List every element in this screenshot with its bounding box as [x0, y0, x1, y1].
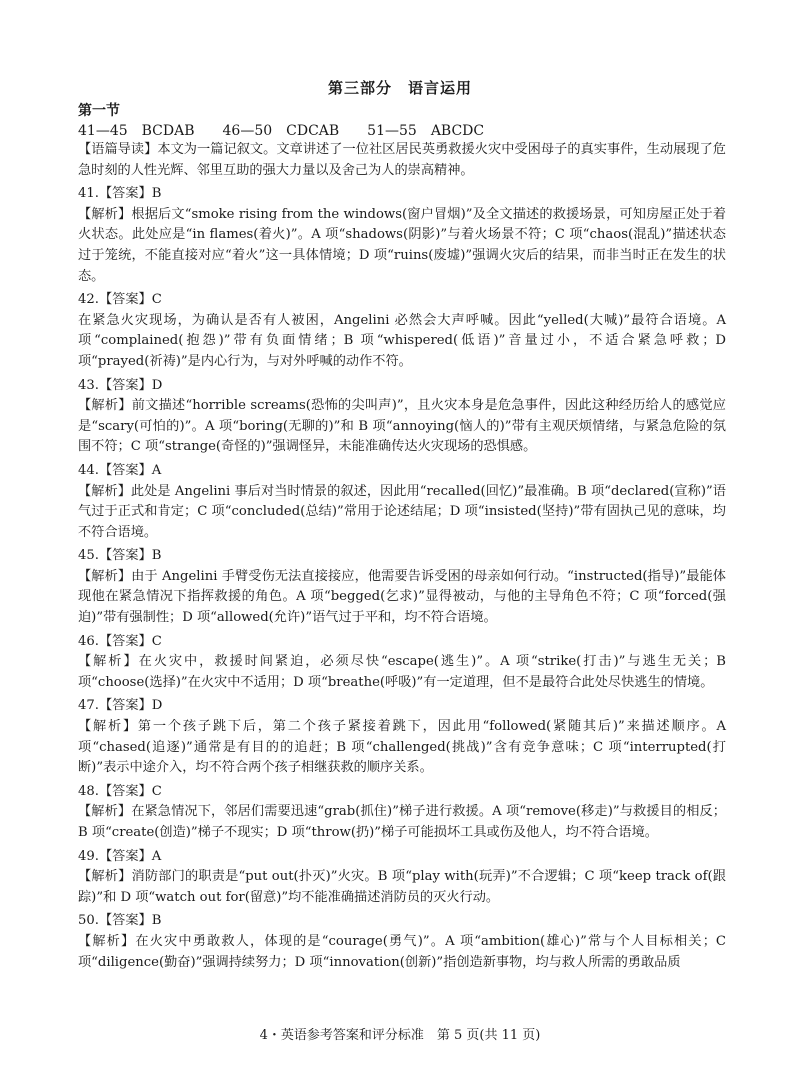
answer-explanation: 【解析】消防部门的职责是“put out(扑灭)”火灾。B 项“play with(玩弄)”不合逻辑；C 项“keep track of(跟踪)”和 D 项“watch out for(留意)”均不能准确描述消防员的灭火行动。 [78, 869, 726, 905]
answer-explanation: 在紧急火灾现场，为确认是否有人被困，Angelini 必然会大声呼喊。因此“yelled(大喊)”最符合语境。A 项“complained(抱怨)”带有负面情绪；B 项“whispered(低语)”音量过小，不适合紧急呼救；D 项“prayed(祈祷)”是内心行为，与对外呼喊的动作不符。 [78, 312, 726, 369]
question-number: 46. [78, 633, 99, 649]
answer-explanation: 【解析】此处是 Angelini 事后对当时情景的叙述，因此用“recalled(回忆)”最准确。B 项“declared(宣称)”语气过于正式和肯定；C 项“concluded(总结)”常用于论述结尾；D 项“insisted(坚持)”带有固执己见的意味，均不符合语境。 [78, 483, 726, 540]
subsection-title: 第一节 [78, 103, 120, 119]
answer-header [78, 632, 726, 653]
answer-label: 【答案】B [98, 913, 162, 929]
answer-item [78, 376, 726, 458]
answer-header [78, 376, 726, 397]
answer-explanation: 【解析】在紧急情况下，邻居们需要迅速“grab(抓住)”梯子进行救援。A 项“remove(移走)”与救援目的相反；B 项“create(创造)”梯子不现实；D 项“throw(扔)”梯子可能损坏工具或伤及他人，均不符合语境。 [78, 804, 726, 840]
answer-label: 【答案】D [98, 377, 163, 393]
answer-item [78, 461, 726, 543]
answer-item [78, 696, 726, 778]
question-number: 45. [78, 548, 99, 564]
answer-explanation: 【解析】前文描述“horrible screams(恐怖的尖叫声)”，且火灾本身是危急事件，因此这种经历给人的感觉应是“scary(可怕的)”。A 项“boring(无聊的)”和 B 项“annoying(恼人的)”带有主观厌烦情绪，与紧急危险的氛围不符；C 项“strange(奇怪的)”强调怪异，未能准确传达火灾现场的恐惧感。 [78, 398, 726, 455]
question-number: 49. [78, 848, 99, 864]
answer-header [78, 546, 726, 567]
answer-label: 【答案】A [98, 848, 162, 864]
answer-header [78, 782, 726, 803]
answer-header [78, 184, 726, 205]
answer-label: 【答案】C [98, 783, 162, 799]
answer-explanation: 【解析】根据后文“smoke rising from the windows(窗户冒烟)”及全文描述的救援场景，可知房屋正处于着火状态。此处应是“in flames(着火)”。A 项“shadows(阴影)”与着火场景不符；C 项“chaos(混乱)”描述状态过于笼统，不能直接对应“着火”这一具体情境；D 项“ruins(废墟)”强调火灾后的结果，而非当时正在发生的状态。 [78, 206, 726, 284]
question-number: 41. [78, 186, 99, 202]
question-number: 44. [78, 462, 99, 478]
answer-label: 【答案】B [98, 548, 162, 564]
answer-header [78, 461, 726, 482]
passage-guide: 【语篇导读】本文为一篇记叙文。文章讲述了一位社区居民英勇救援火灾中受困母子的真实事件，生动展现了危急时刻的人性光辉、邻里互助的强大力量以及舍己为人的崇高精神。 [78, 142, 726, 178]
answer-label: 【答案】C [98, 633, 162, 649]
answer-item [78, 290, 726, 372]
question-number: 48. [78, 783, 99, 799]
answer-header [78, 847, 726, 868]
question-number: 50. [78, 913, 99, 929]
answer-label: 【答案】D [98, 698, 163, 714]
answer-item [78, 546, 726, 628]
explanations [78, 140, 726, 976]
answer-label: 【答案】B [98, 186, 162, 202]
answer-header [78, 290, 726, 311]
answer-explanation: 【解析】在火灾中，救援时间紧迫，必须尽快“escape(逃生)”。A 项“strike(打击)”与逃生无关；B 项“choose(选择)”在火灾中不适用；D 项“breathe(呼吸)”有一定道理，但不是最符合此处尽快逃生的情境。 [78, 654, 726, 690]
answer-header [78, 696, 726, 717]
answer-item [78, 632, 726, 694]
answer-explanation: 【解析】在火灾中勇敢救人，体现的是“courage(勇气)”。A 项“ambition(雄心)”常与个人目标相关；C 项“diligence(勤奋)”强调持续努力；D 项“innovation(创新)”指创造新事物，均与救人所需的勇敢品质 [78, 933, 726, 970]
answer-label: 【答案】A [98, 462, 162, 478]
answer-explanation: 【解析】由于 Angelini 手臂受伤无法直接接应，他需要告诉受困的母亲如何行动。“instructed(指导)”最能体现他在紧急情况下指挥救援的角色。A 项“begged(乞求)”显得被动，与他的主导角色不符；C 项“forced(强迫)”带有强制性；D 项“allowed(允许)”语气过于平和，均不符合语境。 [78, 568, 726, 626]
page-footer: 4・英语参考答案和评分标准 第 5 页(共 11 页) [259, 1028, 541, 1043]
question-number: 47. [78, 698, 99, 714]
answer-label: 【答案】C [98, 292, 162, 308]
section-title: 第三部分 语言运用 [327, 79, 472, 97]
answer-item [78, 184, 726, 287]
answer-explanation: 【解析】第一个孩子跳下后，第二个孩子紧接着跳下，因此用“followed(紧随其后)”来描述顺序。A 项“chased(追逐)”通常是有目的的追赶；B 项“challenged(挑战)”含有竞争意味；C 项“interrupted(打断)”表示中途介入，均不符合两个孩子相继获救的顺序关系。 [78, 719, 726, 776]
answer-items [78, 184, 726, 973]
answer-item [78, 847, 726, 909]
question-number: 43. [78, 377, 99, 393]
question-number: 42. [78, 292, 99, 308]
answer-key-line: 41—45 BCDAB 46—50 CDCAB 51—55 ABCDC [78, 123, 485, 139]
answer-item [78, 782, 726, 844]
answer-header [78, 911, 726, 932]
answer-item [78, 911, 726, 973]
